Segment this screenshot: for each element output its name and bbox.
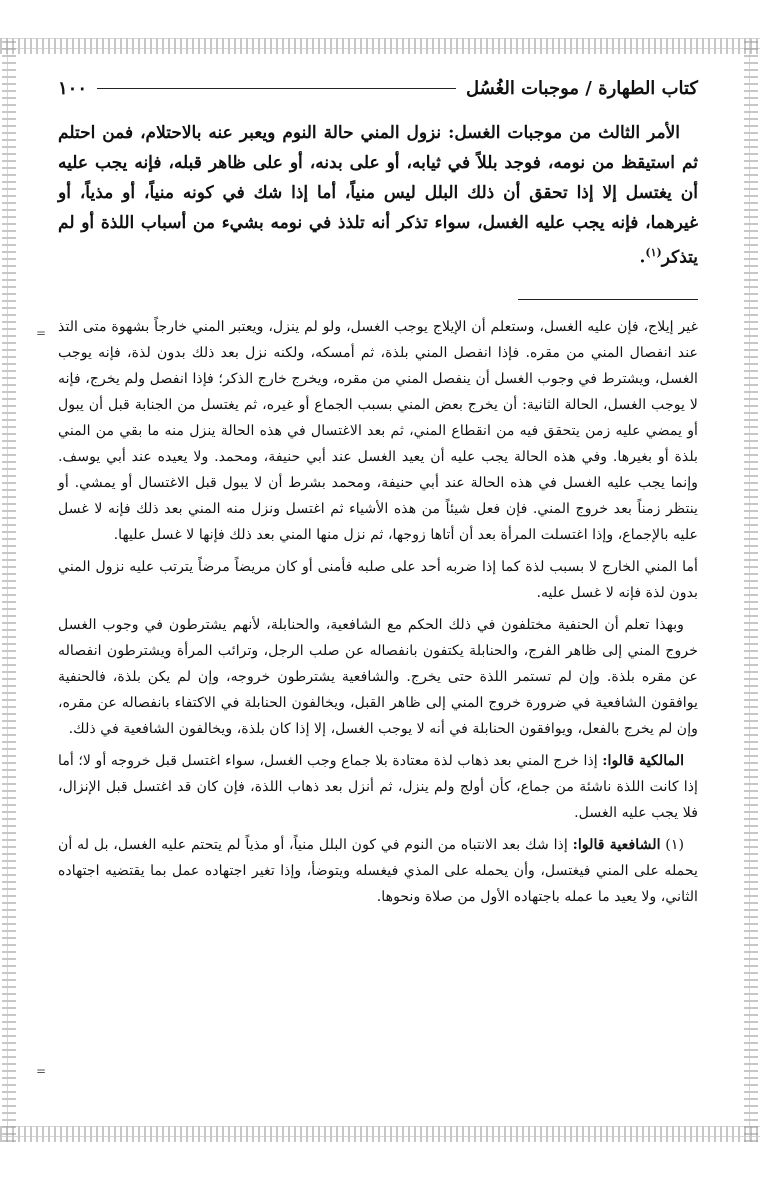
ornamental-border-bottom bbox=[0, 1126, 760, 1142]
margin-mark-top: = bbox=[36, 326, 47, 340]
margin-mark-bottom: = bbox=[36, 1064, 47, 1078]
main-paragraph-end: . bbox=[639, 247, 646, 268]
page-number: ١٠٠ bbox=[58, 77, 88, 99]
main-paragraph bbox=[58, 118, 698, 273]
footnote-paragraph-1: غير إيلاج، فإن عليه الغسل، وستعلم أن الإيلاج يوجب الغسل، ولو لم ينزل، ويعتبر المني خارجاً بشهوة متى التذ عند انفصال المني من مقره. فإذا انفصل المني بلذة، ثم أمسكه، ولكنه نزل بعد ذلك بدون لذة، فإنه يوجب الغسل، ويشترط في وجوب الغسل أن ينفصل المني من مقره، ويخرج خارج الذكر؛ فإذا انفصل ولم يخرج، فإنه لا يوجب الغسل، الحالة الثانية: أن يخرج بعض المني بسبب الجماع أو غيره، ثم يغتسل من الجنابة قبل أن يبول أو يمضي عليه زمن يتحقق فيه من انقطاع المني، ثم بعد الاغتسال في هذه الحالة ينزل منه ما بقي من المني بلذة أو بغيرها. وفي هذه الحالة يجب عليه أن يعيد الغسل عند أبي حنيفة، ومحمد. ولا يعيده عند أبي يوسف. وإنما يجب عليه الغسل في هذه الحالة عند أبي حنيفة، ومحمد بشرط أن لا يبول قبل الاغتسال أو يمشي. أو ينتظر زمناً بعد خروج المني. فإن فعل شيئاً من هذه الأشياء ثم اغتسل ونزل منه المني بعد ذلك فإنه لا غسل عليه بالإجماع، وإذا اغتسلت المرأة بعد أن أتاها زوجها، ثم نزل منها المني بعد ذلك فإنها لا غسل عليها. bbox=[58, 318, 698, 543]
footnote-reference: (١) bbox=[645, 246, 662, 259]
ornamental-border-left bbox=[2, 38, 16, 1142]
footnote-divider bbox=[518, 299, 698, 300]
footnote-paragraph-3: وبهذا تعلم أن الحنفية مختلفون في ذلك الحكم مع الشافعية، والحنابلة، لأنهم يشترطون في وجوب الغسل خروج المني إلى ظاهر الفرج، والحنابلة يكتفون بانفصاله عن صلب الرجل، وترائب المرأة ويشترطون انفصاله عن مقره بلذة. وإن لم تستمر اللذة حتى يخرج. والشافعية يشترطون خروجه، وإن لم يكن بلذة، فالحنفية يوافقون الشافعية في ضرورة خروج المني إلى ظاهر القبل، ويخالفون الحنابلة في الاكتفاء بانفصاله عن مقره، وإن لم يخرج بالفعل، ويوافقون الحنابلة في أنه لا يوجب الغسل، إلا إذا كان بلذة، ويخالفون الشافعية في ذلك. bbox=[58, 616, 698, 737]
maliki-term: المالكية قالوا: bbox=[602, 752, 685, 769]
page bbox=[58, 70, 698, 916]
shafii-term: الشافعية قالوا: bbox=[572, 836, 661, 853]
footnote-paragraph-4 bbox=[58, 748, 698, 826]
footnote-number: (١) bbox=[665, 836, 685, 853]
ornamental-border-top bbox=[0, 38, 760, 54]
maliki-text: إذا خرج المني بعد ذهاب لذة معتادة بلا جماع وجب الغسل، سواء اغتسل قبل خروجه أو لا؛ أما إذا كانت اللذة ناشئة من جماع، كأن أولج ولم ينزل، ثم أنزل بعد ذهاب اللذة، فإن كان قد اغتسل قبل الإنزال، فلا يجب عليه الغسل. bbox=[58, 752, 698, 821]
footnote-paragraph-2: أما المني الخارج لا بسبب لذة كما إذا ضربه أحد على صلبه فأمنى أو كان مريضاً مرضاً يترتب عليه نزول المني بدون لذة فإنه لا غسل عليه. bbox=[58, 558, 698, 601]
running-header bbox=[58, 70, 698, 106]
main-text bbox=[58, 118, 698, 273]
book-title: كتاب الطهارة / موجبات الغُسُل bbox=[465, 77, 698, 99]
ornamental-border-right bbox=[744, 38, 758, 1142]
footnote-paragraph-5 bbox=[58, 832, 698, 910]
header-rule bbox=[97, 88, 456, 89]
shafii-text: إذا شك بعد الانتباه من النوم في كون البلل منياً، أو مذياً لم يتحتم عليه الغسل، بل له أن يحمله على المني فيغتسل، وأن يحمله على المذي فيغسله ويتوضأ، وإذا تغير اجتهاده عمل بما يقتضيه اجتهاده الثاني، ولا يعيد ما عمله باجتهاده الأول من صلاة ونحوها. bbox=[58, 836, 698, 905]
main-paragraph-text: الأمر الثالث من موجبات الغسل: نزول المني حالة النوم ويعبر عنه بالاحتلام، فمن احتلم ثم استيقظ من نومه، فوجد بللاً في ثيابه، أو على بدنه، أو على ظاهر قبله، فإنه يجب عليه أن يغتسل إلا إذا تحقق أن ذلك البلل ليس منياً، أما إذا شك في كونه منياً، أو مذياً، أو غيرهما، فإنه يجب عليه الغسل، سواء تذكر أنه تلذذ في نومه بشيء من أسباب اللذة أو لم يتذكر bbox=[58, 123, 698, 268]
footnotes bbox=[58, 314, 698, 910]
